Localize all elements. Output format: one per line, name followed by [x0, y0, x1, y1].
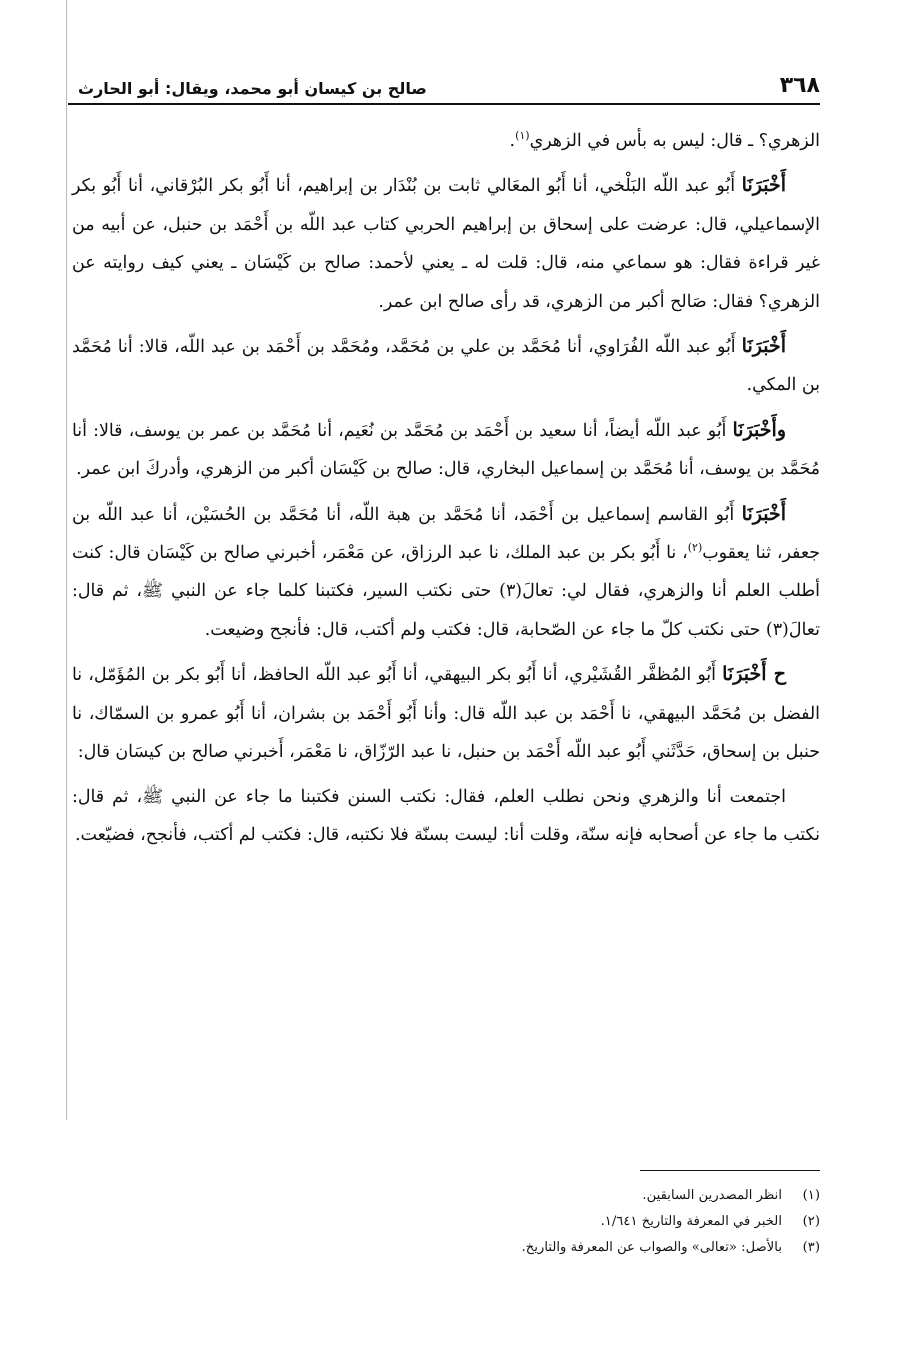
lead-word: وأَخْبَرَنَا	[732, 418, 786, 441]
margin-rule	[66, 0, 67, 1120]
running-title: صالح بن كيسان أبو محمد، ويقال: أبو الحارث	[78, 79, 427, 98]
footnote-marker: (٣)	[802, 1240, 820, 1255]
footnote-marker: (٢)	[802, 1214, 820, 1229]
lead-word: ح أَخْبَرَنَا	[722, 663, 786, 686]
footnote-rule	[640, 1170, 820, 1171]
paragraph-2	[72, 166, 820, 321]
footnote-ref: (٢)	[687, 541, 703, 555]
paragraph-3	[72, 327, 820, 405]
footnote-text: بالأصل: «تعالى» والصواب عن المعرفة والتاريخ.	[521, 1240, 782, 1255]
page-number: ٣٦٨	[779, 73, 820, 98]
lead-word: أَخْبَرَنَا	[741, 174, 786, 197]
paragraph-text: أَبُو المُظفَّر القُشَيْري، أنا أَبُو بكر البيهقي، أنا أَبُو عبد اللّه الحافظ، أنا أَبُو بكر بن المُؤَمّل، نا الفضل بن مُحَمَّد البيهقي، نا أَحْمَد بن عبد اللّه قال: وأنا أَبُو أَحْمَد بن بشران، أنا أَبُو عمرو بن السمّاك، نا حنبل بن إسحاق، حَدَّثَني أَبُو عبد اللّه أَحْمَد بن حنبل، نا عبد الرّزّاق، نا مَعْمَر، أَخبرني صالح بن كيسَان قال:	[72, 665, 820, 763]
paragraph-text: أَبُو القاسم إسماعيل بن أَحْمَد، أنا مُحَمَّد بن هبة اللّه، أنا مُحَمَّد بن الحُسَيْن، أنا عبد اللّه بن جعفر، ثنا يعقوب	[72, 504, 820, 564]
footnote-1	[72, 1183, 820, 1209]
paragraph-4	[72, 411, 820, 489]
footnote-3	[72, 1235, 820, 1261]
footnote-marker: (١)	[802, 1188, 820, 1203]
paragraph-tail: .	[509, 131, 516, 151]
running-header	[72, 58, 820, 98]
main-text	[72, 122, 820, 860]
footnote-ref: (١)	[515, 129, 530, 143]
footnote-text: الخبر في المعرفة والتاريخ ١/٦٤١.	[600, 1214, 782, 1229]
paragraph-text: أَبُو عبد اللّه أيضاً، أنا سعيد بن أَحْمَد بن مُحَمَّد بن نُعَيم، أنا مُحَمَّد بن عمر بن يوسف، قالا: أنا مُحَمَّد بن يوسف، أنا مُحَمَّد بن إسماعيل البخاري، قال: صالح بن كَيْسَان أكبر من الزهري، وأدركَ ابن عمر.	[72, 420, 820, 480]
footnote-2	[72, 1209, 820, 1235]
header-rule	[68, 103, 820, 105]
footnote-text: انظر المصدرين السابقين.	[642, 1188, 782, 1203]
paragraph-text: اجتمعت أنا والزهري ونحن نطلب العلم، فقال: نكتب السنن فكتبنا ما جاء عن النبي ﷺ، ثم قال: نكتب ما جاء عن أصحابه فإنه سنّة، وقلت أنا: ليست بسنّة فلا نكتبه، قال: فكتب لم أكتب، فأنجح، فضيّعت.	[72, 786, 820, 845]
lead-word: أَخْبَرَنَا	[741, 335, 786, 358]
paragraph-7	[72, 778, 820, 855]
paragraph-text: الزهري؟ ـ قال: ليس به بأس في الزهري	[529, 131, 820, 151]
lead-word: أَخْبَرَنَا	[741, 502, 786, 525]
paragraph-1	[72, 122, 820, 160]
paragraph-text: أَبُو عبد اللّه البَلْخي، أنا أَبُو المعَالي ثابت بن بُنْدَار بن إبراهيم، أنا أَبُو بكر البُرْقاني، أنا أَبُو بكر الإسماعيلي، قال: عرضت على إسحاق بن إبراهيم الحربي كتاب عبد اللّه بن أَحْمَد بن حنبل، عن أبيه من غير قراءة فقال: هو سماعي منه، قال: قلت له ـ يعني لأحمد: صالح بن كَيْسَان ـ يعني كيف روايته عن الزهري؟ فقال: صَالح أكبر من الزهري، قد رأى صالح ابن عمر.	[72, 176, 820, 312]
paragraph-6	[72, 655, 820, 771]
paragraph-5	[72, 495, 820, 650]
paragraph-tail: ، نا أَبُو بكر بن عبد الملك، نا عبد الرزاق، عن مَعْمَر، أخبرني صالح بن كَيْسَان قال: كنت أطلب العلم أنا والزهري، فقال لي: تعالَ(٣) حتى نكتب السير، فكتبنا كلما جاء عن النبي ﷺ، ثم قال: تعالَ(٣) حتى نكتب كلّ ما جاء عن الصّحابة، قال: فكتب ولم أكتب، قال: فأنجح وضيعت.	[72, 543, 821, 640]
footnotes	[72, 1183, 820, 1261]
paragraph-text: أَبُو عبد اللّه الفُرَاوي، أنا مُحَمَّد بن علي بن مُحَمَّد، ومُحَمَّد بن أَحْمَد بن عبد اللّه، قالا: أنا مُحَمَّد بن المكي.	[72, 337, 820, 396]
